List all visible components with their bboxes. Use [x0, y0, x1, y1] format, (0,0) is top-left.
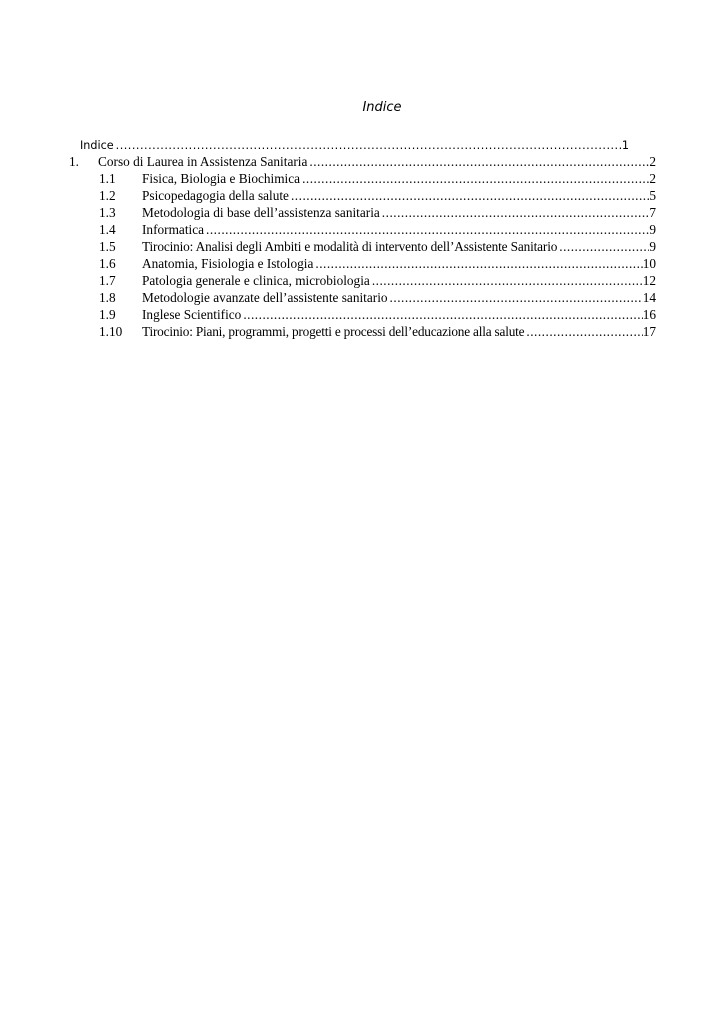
- toc-entry-label: Corso di Laurea in Assistenza Sanitaria: [98, 154, 308, 169]
- toc-entry-page: 2: [649, 154, 656, 169]
- toc-entry-number: 1.10: [99, 324, 123, 339]
- toc-entry-label: Tirocinio: Analisi degli Ambiti e modalità di intervento dell’Assistente Sanitario: [142, 239, 558, 254]
- toc-entry-page: 16: [642, 307, 656, 322]
- toc-entry-number: 1.8: [99, 290, 116, 305]
- toc-entry-page: 17: [642, 324, 656, 339]
- toc-entry-label: Indice: [80, 139, 114, 152]
- toc-entry-label: Psicopedagogia della salute: [142, 188, 289, 203]
- toc-entry-number: 1.4: [99, 222, 116, 237]
- toc-entry-label: Inglese Scientifico: [142, 307, 242, 322]
- toc-entry-number: 1.2: [99, 188, 116, 203]
- toc-entry-label: Anatomia, Fisiologia e Istologia: [142, 256, 314, 271]
- toc-entry-page: 12: [642, 273, 656, 288]
- toc-entry-page: 5: [649, 188, 656, 203]
- toc-entry-label: Tirocinio: Piani, programmi, progetti e processi dell’educazione alla salute: [142, 324, 525, 339]
- toc-entry-number: 1.9: [99, 307, 116, 322]
- toc-entry-page: 2: [649, 171, 656, 186]
- toc-entry-number: 1.1: [99, 171, 116, 186]
- toc-entry-label: Patologia generale e clinica, microbiologia: [142, 273, 370, 288]
- toc-entry-page: 1: [621, 139, 629, 152]
- toc-entry-label: Informatica: [142, 222, 205, 237]
- toc-entry[interactable]: [99, 322, 656, 341]
- toc-entry-number: 1.3: [99, 205, 116, 220]
- toc-entry-label: Metodologie avanzate dell’assistente sanitario: [142, 290, 388, 305]
- toc-entry-page: 9: [649, 222, 656, 237]
- toc-entry-page: 9: [649, 239, 656, 254]
- toc-dot-leader: [524, 322, 642, 341]
- toc-entry-label: Metodologia di base dell’assistenza sanitaria: [142, 205, 380, 220]
- toc-entry-page: 14: [642, 290, 656, 305]
- toc-entry-number: 1.7: [99, 273, 116, 288]
- toc-entry-number: 1.: [69, 154, 79, 169]
- toc-entry-page: 10: [642, 256, 656, 271]
- toc-entry-label: Fisica, Biologia e Biochimica: [142, 171, 301, 186]
- toc-entry-number: 1.5: [99, 239, 116, 254]
- toc-entry-number: 1.6: [99, 256, 116, 271]
- toc-title: Indice: [362, 100, 402, 115]
- toc-entry-page: 7: [649, 205, 656, 220]
